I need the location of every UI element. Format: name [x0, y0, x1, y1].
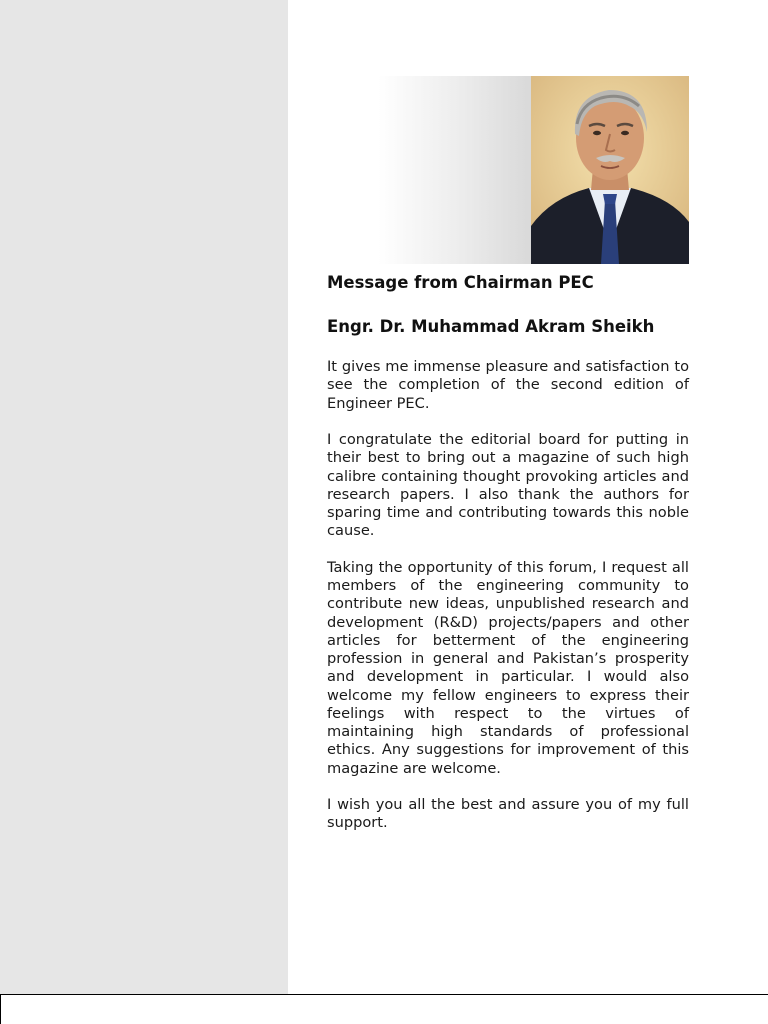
message-paragraph-1: It gives me immense pleasure and satisfaction to see the completion of the second edition of Engineer PEC. — [327, 358, 689, 412]
portrait-block — [378, 76, 689, 264]
portrait-illustration — [531, 76, 689, 264]
chairman-portrait — [531, 76, 689, 264]
portrait-fade — [378, 76, 531, 264]
page-bottom-rule — [0, 994, 768, 1024]
message-paragraph-2: I congratulate the editorial board for putting in their best to bring out a magazine of such high calibre containing thought provoking articles and research papers. I also thank the authors for sparing time and contributing towards this noble cause. — [327, 431, 689, 540]
message-paragraph-4: I wish you all the best and assure you of my full support. — [327, 796, 689, 832]
page-title: Message from Chairman PEC — [327, 273, 594, 292]
left-sidebar-band — [0, 0, 288, 994]
message-content — [327, 272, 689, 851]
message-paragraph-3: Taking the opportunity of this forum, I request all members of the engineering community to contribute new ideas, unpublished research and development (R&D) projects/papers and other articles for betterment of the engineering profession in general and Pakistan’s prosperity and development in particular. I would also welcome my fellow engineers to express their feelings with respect to the virtues of maintaining high standards of professional ethics. Any suggestions for improvement of this magazine are welcome. — [327, 558, 689, 777]
author-name: Engr. Dr. Muhammad Akram Sheikh — [327, 317, 655, 336]
